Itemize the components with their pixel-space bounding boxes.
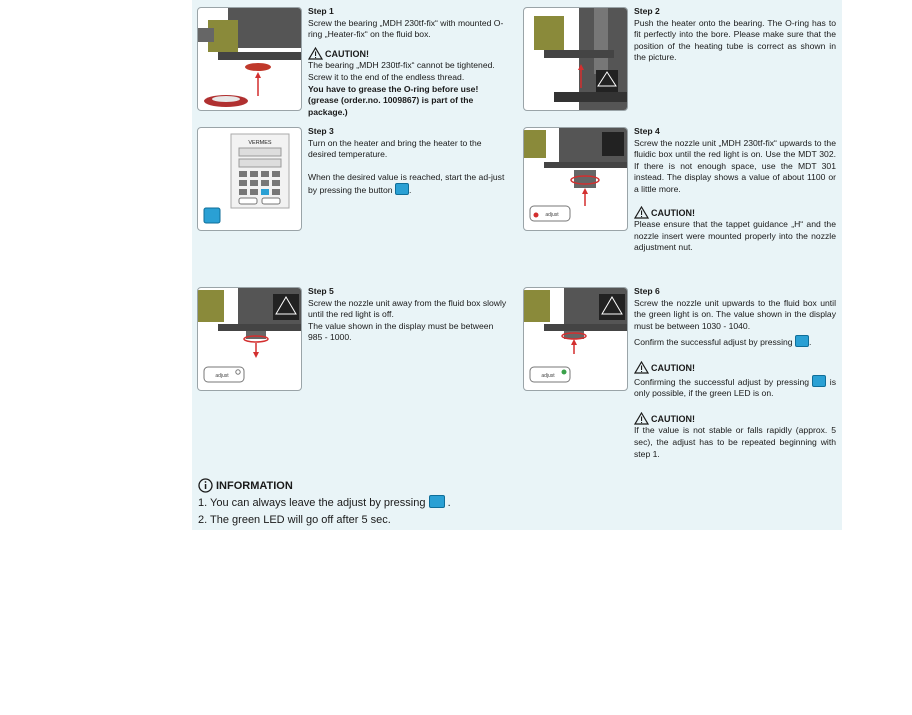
adjust-button-icon bbox=[395, 183, 412, 196]
step5-body2: The value shown in the display must be between 985 - 1000. bbox=[308, 320, 494, 343]
step3-heading: Step 3 bbox=[308, 126, 334, 136]
device-adjust-label: adjust bbox=[545, 212, 559, 218]
information-item1-text: 1. You can always leave the adjust by pressing bbox=[198, 497, 426, 509]
step3-body2 bbox=[308, 172, 510, 197]
information-section bbox=[198, 478, 451, 529]
step6-heading: Step 6 bbox=[634, 286, 660, 296]
step4-text bbox=[634, 126, 836, 254]
step6-caution-text-start: Confirming the successful adjust by pressing bbox=[634, 376, 810, 387]
step3-body2-end: . bbox=[408, 185, 412, 196]
step5-image bbox=[197, 287, 302, 391]
step1-caution-text: The bearing „MDH 230tf-fix“ cannot be tightened. Screw it to the end of the endless thread. bbox=[308, 60, 495, 82]
step2-text bbox=[634, 6, 836, 64]
information-item-1 bbox=[198, 495, 451, 512]
warning-icon bbox=[634, 361, 649, 374]
device-adjust-label: adjust bbox=[215, 373, 229, 379]
warning-icon bbox=[634, 206, 649, 219]
step6-caution-text-end: is only possible, if the green LED is on. bbox=[634, 376, 837, 399]
step1-heading: Step 1 bbox=[308, 6, 334, 16]
information-title bbox=[198, 478, 451, 495]
step1-caution-label bbox=[308, 47, 510, 61]
step5-text bbox=[308, 286, 510, 344]
step5-heading: Step 5 bbox=[308, 286, 334, 296]
step3-body: Turn on the heater and bring the heater to the desired temperature. bbox=[308, 137, 482, 160]
step4-caution-text: Please ensure that the tappet guidance „H“ and the nozzle insert were mounted properly into the nozzle adjustment nut. bbox=[634, 219, 836, 253]
step4-caution-label bbox=[634, 206, 836, 220]
device-brand: VERMES bbox=[248, 140, 272, 146]
caution-label-text: CAUTION! bbox=[651, 413, 695, 424]
step2-image bbox=[523, 7, 628, 111]
step4-heading: Step 4 bbox=[634, 126, 660, 136]
information-title-text: INFORMATION bbox=[216, 480, 293, 492]
step4-image bbox=[523, 127, 628, 231]
warning-icon bbox=[634, 412, 649, 425]
step6-body2-end: . bbox=[808, 337, 812, 348]
warning-icon bbox=[308, 47, 323, 60]
step6-body: Screw the nozzle unit upwards to the fluid box until the green light is on. The value shown in the display must be between 1030 - 1040. bbox=[634, 297, 836, 331]
step6-caution2-label bbox=[634, 412, 836, 426]
step6-text bbox=[634, 286, 836, 460]
step6-caution-text bbox=[634, 375, 836, 400]
step1-body: Screw the bearing „MDH 230tf-fix“ with mounted O-ring „Heater-fix“ on the fluid box. bbox=[308, 17, 504, 40]
caution-label-text: CAUTION! bbox=[651, 362, 695, 373]
caution-label-text: CAUTION! bbox=[651, 207, 695, 218]
info-icon bbox=[198, 478, 213, 493]
step3-image bbox=[197, 127, 302, 231]
step6-body2 bbox=[634, 335, 836, 349]
confirm-button-icon bbox=[812, 375, 826, 387]
step1-caution-bold: You have to grease the O-ring before use! (grease (order.no. 1009867) is part of the package.) bbox=[308, 83, 479, 117]
step6-caution2-text: If the value is not stable or falls rapidly (approx. 5 sec), the adjust has to be repeated beginning with step 1. bbox=[634, 425, 836, 459]
caution-label-text: CAUTION! bbox=[325, 48, 369, 59]
step1-text bbox=[308, 6, 510, 118]
step4-body: Screw the nozzle unit „MDH 230tf-fix“ upwards to the fluidic box until the red light is on. Use the MDT 302. If there is not enough space, use the MDT 301 instead. The display shows a value of about 1100 or a little more. bbox=[634, 137, 836, 194]
information-item1-end: . bbox=[447, 497, 451, 509]
device-adjust-label: adjust bbox=[541, 373, 555, 379]
step2-heading: Step 2 bbox=[634, 6, 660, 16]
step6-caution-label bbox=[634, 361, 836, 375]
step6-image bbox=[523, 287, 628, 391]
exit-button-icon bbox=[429, 495, 445, 508]
confirm-button-icon bbox=[795, 335, 812, 348]
information-item-2: 2. The green LED will go off after 5 sec. bbox=[198, 514, 391, 526]
step5-body: Screw the nozzle unit away from the fluid box slowly until the red light is off. bbox=[308, 297, 507, 320]
step1-image bbox=[197, 7, 302, 111]
step6-body2-text: Confirm the successful adjust by pressing bbox=[634, 337, 793, 348]
step3-text bbox=[308, 126, 510, 197]
step3-body2-text: When the desired value is reached, start the ad-just by pressing the button bbox=[308, 171, 505, 196]
step2-body: Push the heater onto the bearing. The O-ring has to fit perfectly into the bore. Please make sure that the position of the heating tube is correct as shown in the picture. bbox=[634, 17, 836, 63]
